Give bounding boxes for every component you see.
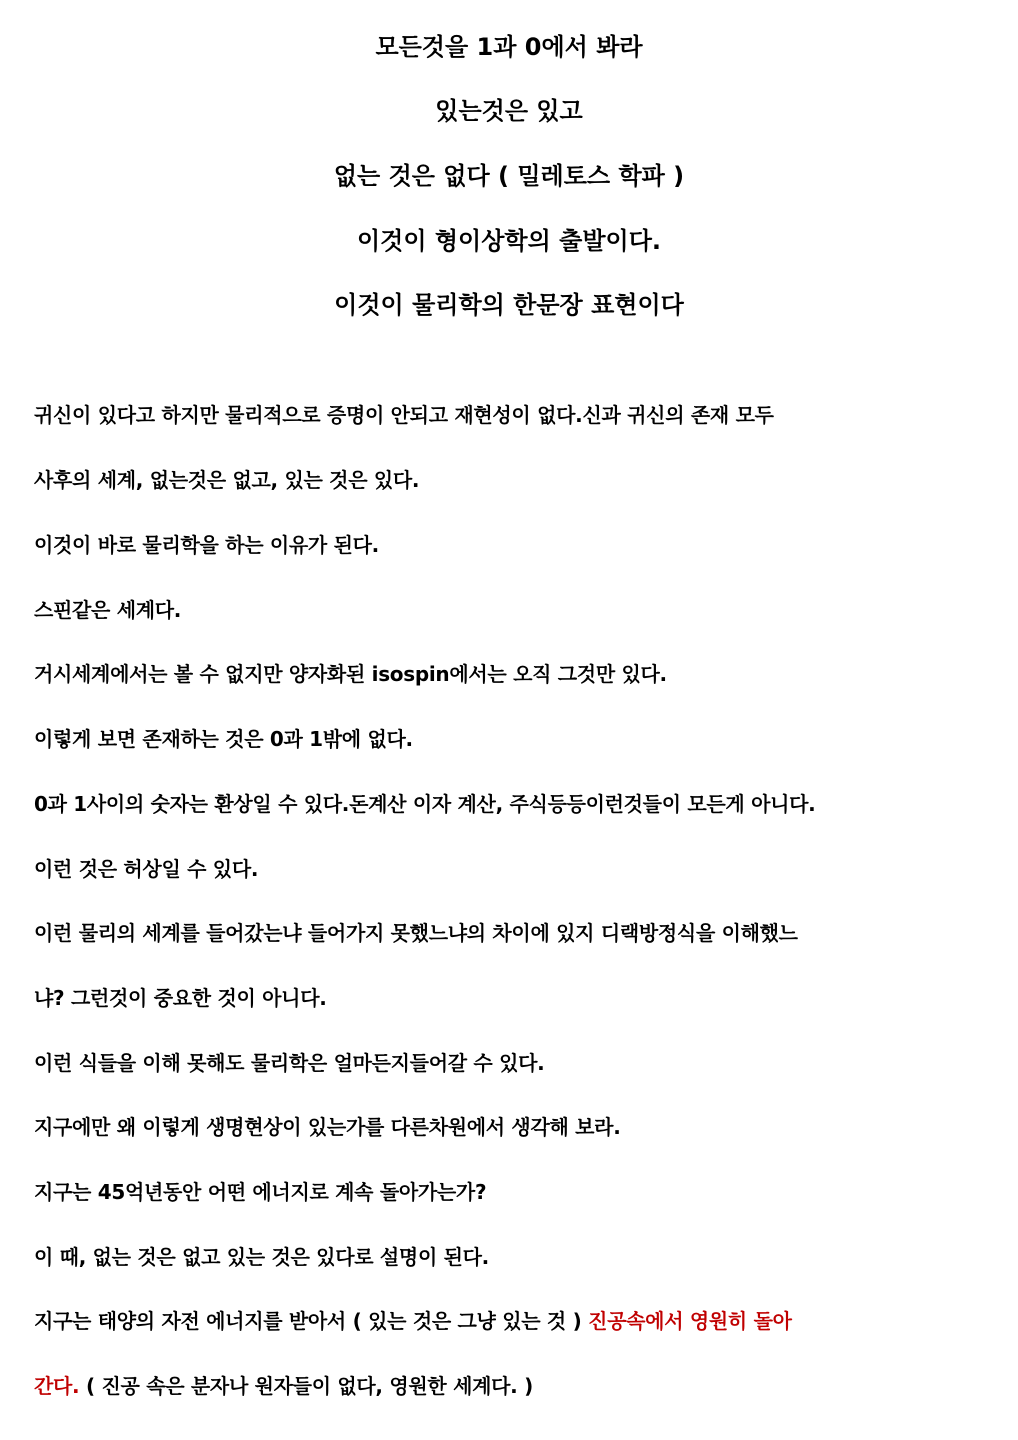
body-line-4: 스핀같은 세계다. bbox=[34, 598, 182, 622]
header-line-1: 모든것을 1과 0에서 봐라 bbox=[375, 33, 643, 61]
body-line-5: 거시세계에서는 볼 수 없지만 양자화된 isospin에서는 오직 그것만 있다. bbox=[34, 662, 667, 686]
body-line-7: 0과 1사이의 숫자는 환상일 수 있다.돈계산 이자 계산, 주식등등이런것들이 모든게 아니다. bbox=[34, 792, 816, 816]
highlight-vacuum-rotation: 진공속에서 영원히 돌아 bbox=[588, 1309, 792, 1333]
body-line-14: 이 때, 없는 것은 없고 있는 것은 있다로 설명이 된다. bbox=[34, 1245, 489, 1269]
header-line-5: 이것이 물리학의 한문장 표현이다 bbox=[334, 291, 684, 319]
body-line-11: 이런 식들을 이해 못해도 물리학은 얼마든지들어갈 수 있다. bbox=[34, 1051, 545, 1075]
body-line-6: 이렇게 보면 존재하는 것은 0과 1밖에 없다. bbox=[34, 727, 413, 751]
body-line-1: 귀신이 있다고 하지만 물리적으로 증명이 안되고 재현성이 없다.신과 귀신의 존재 모두 bbox=[34, 403, 774, 427]
body-line-15 bbox=[34, 1307, 792, 1335]
body-line-13: 지구는 45억년동안 어떤 에너지로 계속 돌아가는가? bbox=[34, 1180, 487, 1204]
body-line-15-text: 지구는 태양의 자전 에너지를 받아서 ( 있는 것은 그냥 있는 것 ) bbox=[34, 1309, 589, 1333]
body-line-16 bbox=[34, 1372, 533, 1400]
header-line-4: 이것이 형이상학의 출발이다. bbox=[356, 227, 662, 255]
body-line-16-text: ( 진공 속은 분자나 원자들이 없다, 영원한 세계다. ) bbox=[79, 1374, 533, 1398]
header-line-2: 있는것은 있고 bbox=[435, 97, 583, 125]
body-line-9: 이런 물리의 세계를 들어갔는냐 들어가지 못했느냐의 차이에 있지 디랙방정식을 이해했느 bbox=[34, 921, 798, 945]
body-line-12: 지구에만 왜 이렇게 생명현상이 있는가를 다른차원에서 생각해 보라. bbox=[34, 1115, 621, 1139]
highlight-goes: 간다. bbox=[34, 1374, 80, 1398]
body-line-10: 냐? 그런것이 중요한 것이 아니다. bbox=[34, 986, 327, 1010]
body-line-2: 사후의 세계, 없는것은 없고, 있는 것은 있다. bbox=[34, 468, 420, 492]
header-line-3: 없는 것은 없다 ( 밀레토스 학파 ) bbox=[333, 162, 685, 190]
body-line-8: 이런 것은 허상일 수 있다. bbox=[34, 857, 259, 881]
body-line-3: 이것이 바로 물리학을 하는 이유가 된다. bbox=[34, 533, 379, 557]
